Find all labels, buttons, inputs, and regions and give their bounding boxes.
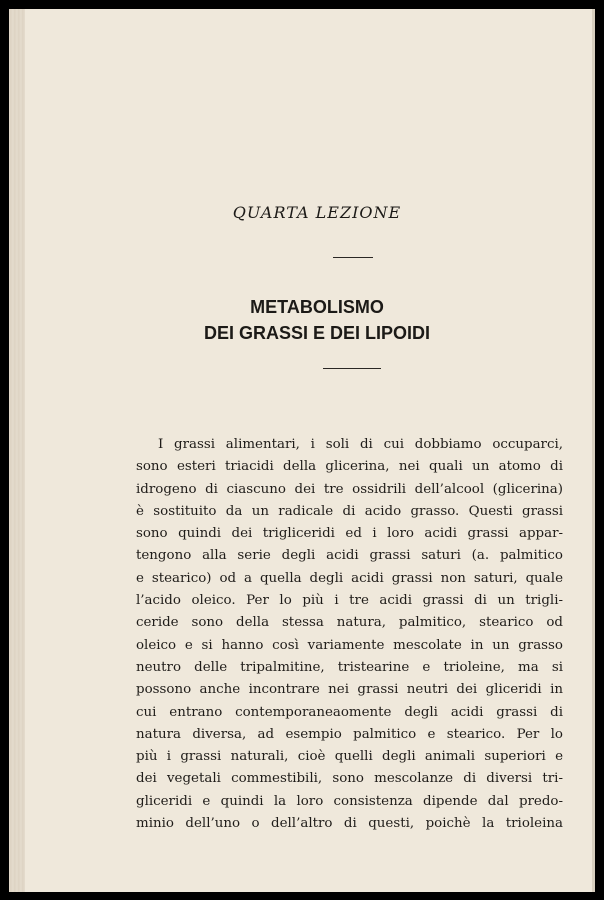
body-line: l’acido oleico. Per lo più i tre acidi grassi di un trigli-	[136, 593, 563, 609]
body-line: sono esteri triacidi della glicerina, nei quali un atomo di	[136, 459, 563, 475]
body-line: gliceridi e quindi la loro consistenza dipende dal predo-	[136, 793, 563, 809]
body-line: dei vegetali commestibili, sono mescolanze di diversi tri-	[136, 771, 563, 787]
body-line: e stearico) od a quella degli acidi grassi non saturi, quale	[136, 570, 563, 586]
body-paragraph	[136, 434, 563, 835]
body-line: oleico e si hanno così variamente mescolate in un grasso	[136, 637, 563, 653]
chapter-title-line-2: DEI GRASSI E DEI LIPOIDI	[203, 323, 431, 343]
body-line: più i grassi naturali, cioè quelli degli animali superiori e	[136, 749, 563, 765]
body-line: neutro delle tripalmitine, tristearine e trioleine, ma si	[136, 659, 563, 675]
page-right-edge	[592, 9, 595, 892]
title-divider	[323, 368, 381, 369]
body-line: cui entrano contemporaneaomente degli acidi grassi di	[136, 704, 563, 720]
chapter-title	[9, 294, 595, 346]
body-line: è sostituito da un radicale di acido grasso. Questi grassi	[136, 503, 563, 519]
book-page	[9, 9, 595, 892]
body-line: idrogeno di ciascuno dei tre ossidrili dell’alcool (glicerina)	[136, 481, 563, 497]
lesson-heading: QUARTA LEZIONE	[232, 203, 402, 222]
body-line: possono anche incontrare nei grassi neutri dei gliceridi in	[136, 682, 563, 698]
heading-divider	[333, 257, 373, 258]
body-line: minio dell’uno o dell’altro di questi, poichè la trioleina	[136, 816, 563, 832]
body-line: sono quindi dei trigliceridi ed i loro acidi grassi appar-	[136, 526, 563, 542]
body-line: natura diversa, ad esempio palmitico e stearico. Per lo	[136, 726, 563, 742]
body-line: ceride sono della stessa natura, palmitico, stearico od	[136, 615, 563, 631]
chapter-title-line-1: METABOLISMO	[250, 297, 384, 317]
body-line: tengono alla serie degli acidi grassi saturi (a. palmitico	[136, 548, 563, 564]
page-spine-edges	[9, 9, 25, 892]
body-line: I grassi alimentari, i soli di cui dobbiamo occuparci,	[158, 437, 563, 452]
